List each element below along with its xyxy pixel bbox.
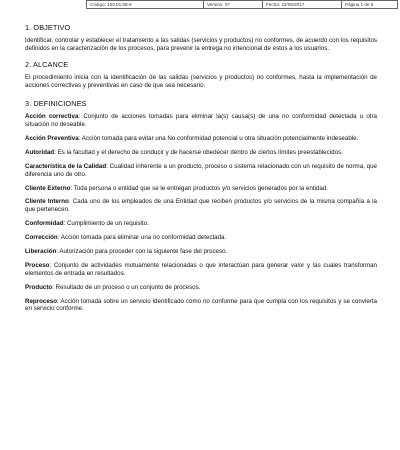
document-body: [25, 23, 377, 319]
definition-text: : Acción tomada para eliminar una no conformidad detectada.: [57, 234, 227, 242]
definition-text: : Toda persona o entidad que se le entregan productos y/o servicios generados por la entidad.: [70, 184, 328, 192]
definition-term: Cliente Interno: [25, 198, 69, 206]
definition-item: [25, 284, 377, 292]
definition-item: [25, 198, 377, 213]
definition-term: Acción Preventiva: [25, 134, 79, 142]
definition-text: : Resultado de un proceso o un conjunto de procesos.: [52, 283, 201, 291]
definition-term: Producto: [25, 283, 53, 291]
definition-text: : Es la facultad y el derecho de conducir y de hacerse obedecer dentro de ciertos límites preestablecidos.: [54, 148, 343, 156]
definition-text: : Cada uno de los empleados de una Entidad que reciben productos y/o servicios de la misma compañía a la que pertenecen.: [25, 198, 377, 214]
definition-term: Acción correctiva: [25, 113, 79, 121]
section-heading-objetivo: 1. OBJETIVO: [25, 23, 71, 32]
definition-item: [25, 149, 377, 157]
definition-text: : Conjunto de actividades mutuamente relacionadas o que interactúan para generar valor y las cuales transforman elementos de entrada en resultados.: [25, 262, 377, 277]
definition-text: : Acción tomada para evitar una No conformidad potencial u otra situación potencialmente indeseable.: [78, 134, 359, 142]
section-heading-alcance: 2. ALCANCE: [25, 60, 69, 70]
definition-item: [25, 163, 377, 178]
definition-term: Reproceso: [25, 297, 57, 305]
definition-term: Corrección: [25, 234, 58, 242]
definition-item: [25, 234, 377, 242]
document-code: Código: 100.01.08-6: [87, 1, 204, 9]
definitions-list: [25, 113, 377, 312]
document-date: Fecha: 22/09/2017: [263, 1, 342, 9]
definition-term: Proceso: [25, 262, 50, 270]
alcance-text: El procedimiento inicia con la identificación de las salidas (servicios y productos) no conformes, hasta la implementación de acciones correctivas y preventivas en caso de que sea necesario.: [25, 74, 377, 89]
definition-item: [25, 248, 377, 256]
definition-item: [25, 113, 377, 128]
definition-item: [25, 185, 377, 193]
definition-text: : Acción tomada sobre un servicio identificado como no conforme para que cumpla con los requisitos y se convierta en servicio conforme.: [25, 297, 377, 313]
section-heading-definiciones: 3. DEFINICIONES: [25, 99, 87, 109]
definition-term: Conformidad: [25, 220, 64, 228]
definition-item: [25, 262, 377, 277]
document-page-number: Página 1 de 5: [342, 1, 398, 9]
definition-term: Característica de la Calidad: [25, 162, 107, 170]
objetivo-text: Identificar, controlar y establecer el tratamiento a las salidas (servicios y productos) no conformes, de acuerdo con los requisitos definidos en la caracterización de los procesos, para prevenir la entrega no intencional de estos a los usuarios.: [25, 37, 377, 52]
document-version: Versión: 07: [204, 1, 263, 9]
document-header-table: [86, 0, 398, 9]
definition-item: [25, 298, 377, 313]
definition-term: Liberación: [25, 248, 57, 256]
definition-text: : Autorización para proceder con la siguiente fase del proceso.: [56, 248, 228, 256]
definition-term: Autoridad: [25, 148, 55, 156]
definition-item: [25, 135, 377, 143]
definition-text: : Conjunto de acciones tomadas para eliminar la(s) causa(s) de una no conformidad detectada u otra situación no deseable.: [25, 113, 377, 128]
definition-text: : Cualidad inherente a un producto, proceso o sistema relacionado con un requisito de norma, que diferencia uno de otro.: [25, 162, 378, 178]
definition-term: Cliente Externo: [25, 184, 71, 192]
definition-text: : Cumplimiento de un requisito.: [63, 220, 149, 228]
definition-item: [25, 220, 377, 228]
